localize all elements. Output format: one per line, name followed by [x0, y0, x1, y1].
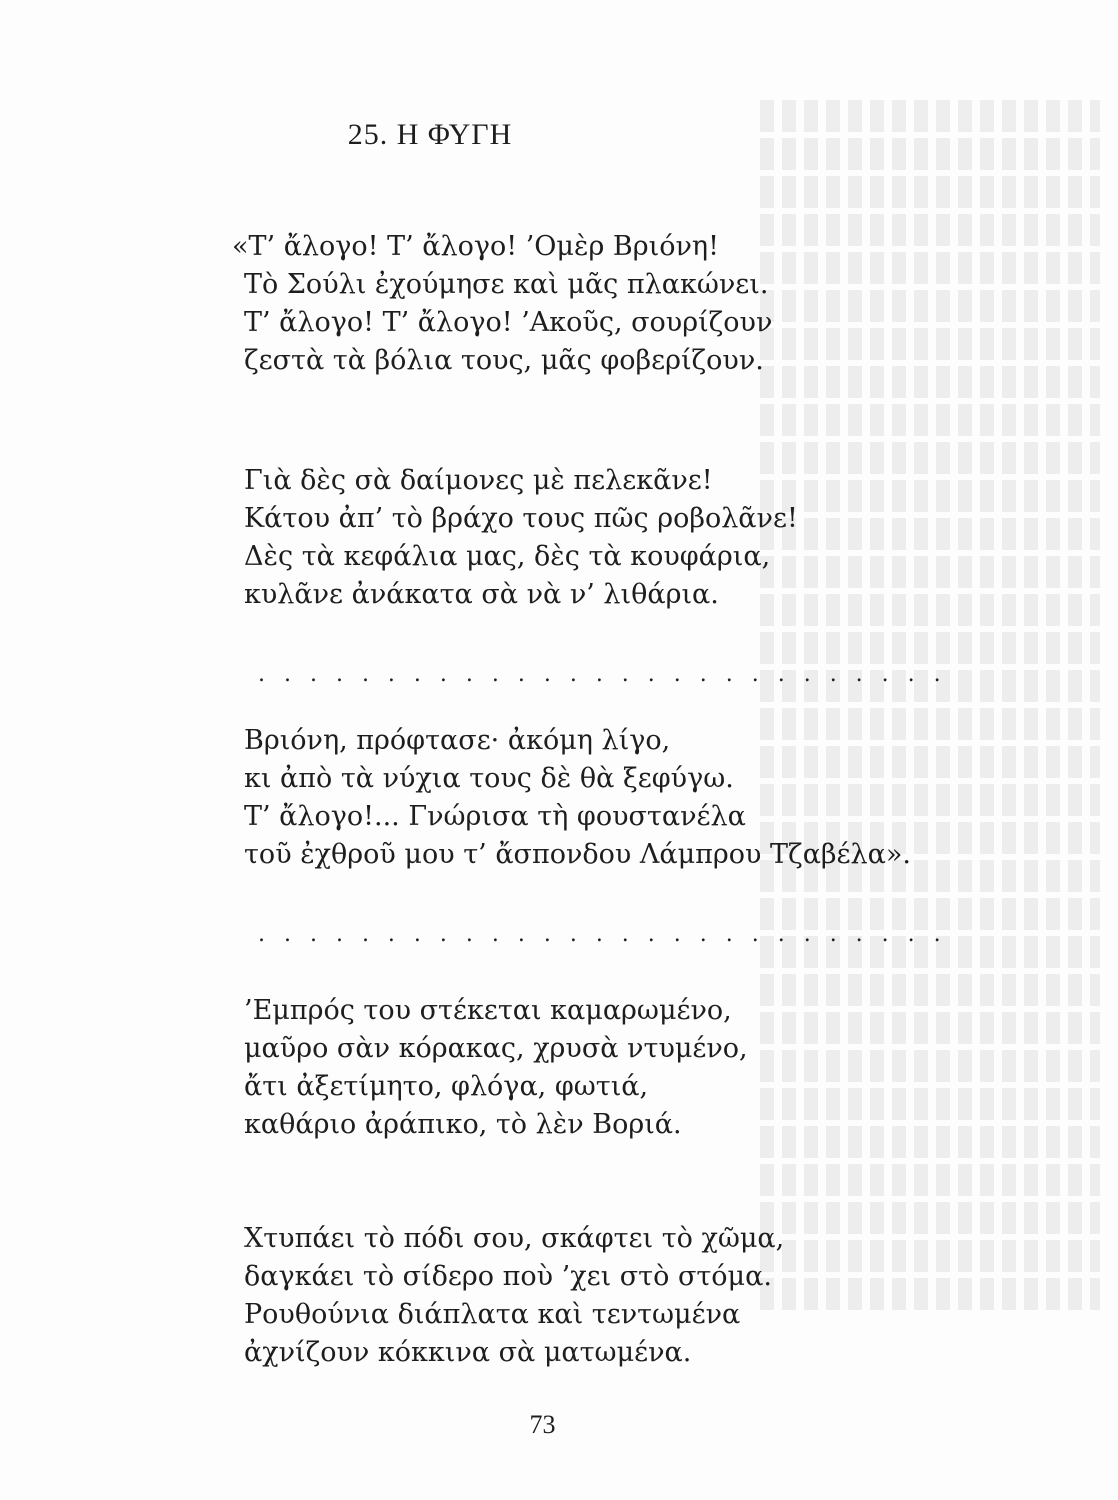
- stanza-3: [244, 722, 911, 874]
- verse-line: Τ’ ἄλογο! Τ’ ἄλογο! ’Ακοῦς, σουρίζουν: [244, 307, 773, 338]
- verse-line: μαῦρο σὰν κόρακας, χρυσὰ ντυμένο,: [244, 1033, 748, 1064]
- verse-line: τοῦ ἐχθροῦ μου τ’ ἄσπονδου Λάμπρου Τζαβέλα».: [244, 839, 911, 870]
- ellipsis-separator: . . . . . . . . . . . . . . . . . . . . . . . . . . .: [258, 662, 947, 687]
- verse-line: ζεστὰ τὰ βόλια τους, μᾶς φοβερίζουν.: [244, 345, 764, 376]
- verse-line: «Τ’ ἄλογο! Τ’ ἄλογο! ’Ομὲρ Βριόνη!: [232, 231, 719, 262]
- verse-line: Γιὰ δὲς σὰ δαίμονες μὲ πελεκᾶνε!: [244, 465, 713, 496]
- verse-line: Χτυπάει τὸ πόδι σου, σκάφτει τὸ χῶμα,: [244, 1223, 785, 1254]
- verse-line: Τὸ Σούλι ἐχούμησε καὶ μᾶς πλακώνει.: [244, 269, 769, 300]
- stanza-2: [244, 462, 798, 614]
- ellipsis-separator: . . . . . . . . . . . . . . . . . . . . . . . . . . .: [258, 922, 947, 947]
- verse-line: Βριόνη, πρόφτασε· ἀκόμη λίγο,: [244, 725, 671, 756]
- verse-line: Ρουθούνια διάπλατα καὶ τεντωμένα: [244, 1299, 741, 1330]
- stanza-1: [232, 228, 773, 380]
- verse-line: Κάτου ἀπ’ τὸ βράχο τους πῶς ροβολᾶνε!: [244, 503, 798, 534]
- verse-line: Τ’ ἄλογο!... Γνώρισα τὴ φουστανέλα: [244, 801, 746, 832]
- verse-line: κι ἀπὸ τὰ νύχια τους δὲ θὰ ξεφύγω.: [244, 763, 734, 794]
- stanza-5: [244, 1220, 784, 1372]
- stanza-4: [244, 992, 748, 1144]
- verse-line: κυλᾶνε ἀνάκατα σὰ νὰ ν’ λιθάρια.: [244, 579, 719, 610]
- poem-title: 25. Η ΦΥΓΗ: [347, 118, 513, 151]
- verse-line: ’Εμπρός του στέκεται καμαρωμένο,: [244, 995, 732, 1026]
- page-number: 73: [529, 1410, 556, 1439]
- verse-line: ἀχνίζουν κόκκινα σὰ ματωμένα.: [244, 1337, 692, 1368]
- verse-line: ἄτι ἀξετίμητο, φλόγα, φωτιά,: [244, 1071, 649, 1102]
- verse-line: δαγκάει τὸ σίδερο ποὺ ’χει στὸ στόμα.: [244, 1261, 772, 1292]
- verse-line: Δὲς τὰ κεφάλια μας, δὲς τὰ κουφάρια,: [244, 541, 771, 572]
- verse-line: καθάριο ἀράπικο, τὸ λὲν Βοριά.: [244, 1109, 682, 1140]
